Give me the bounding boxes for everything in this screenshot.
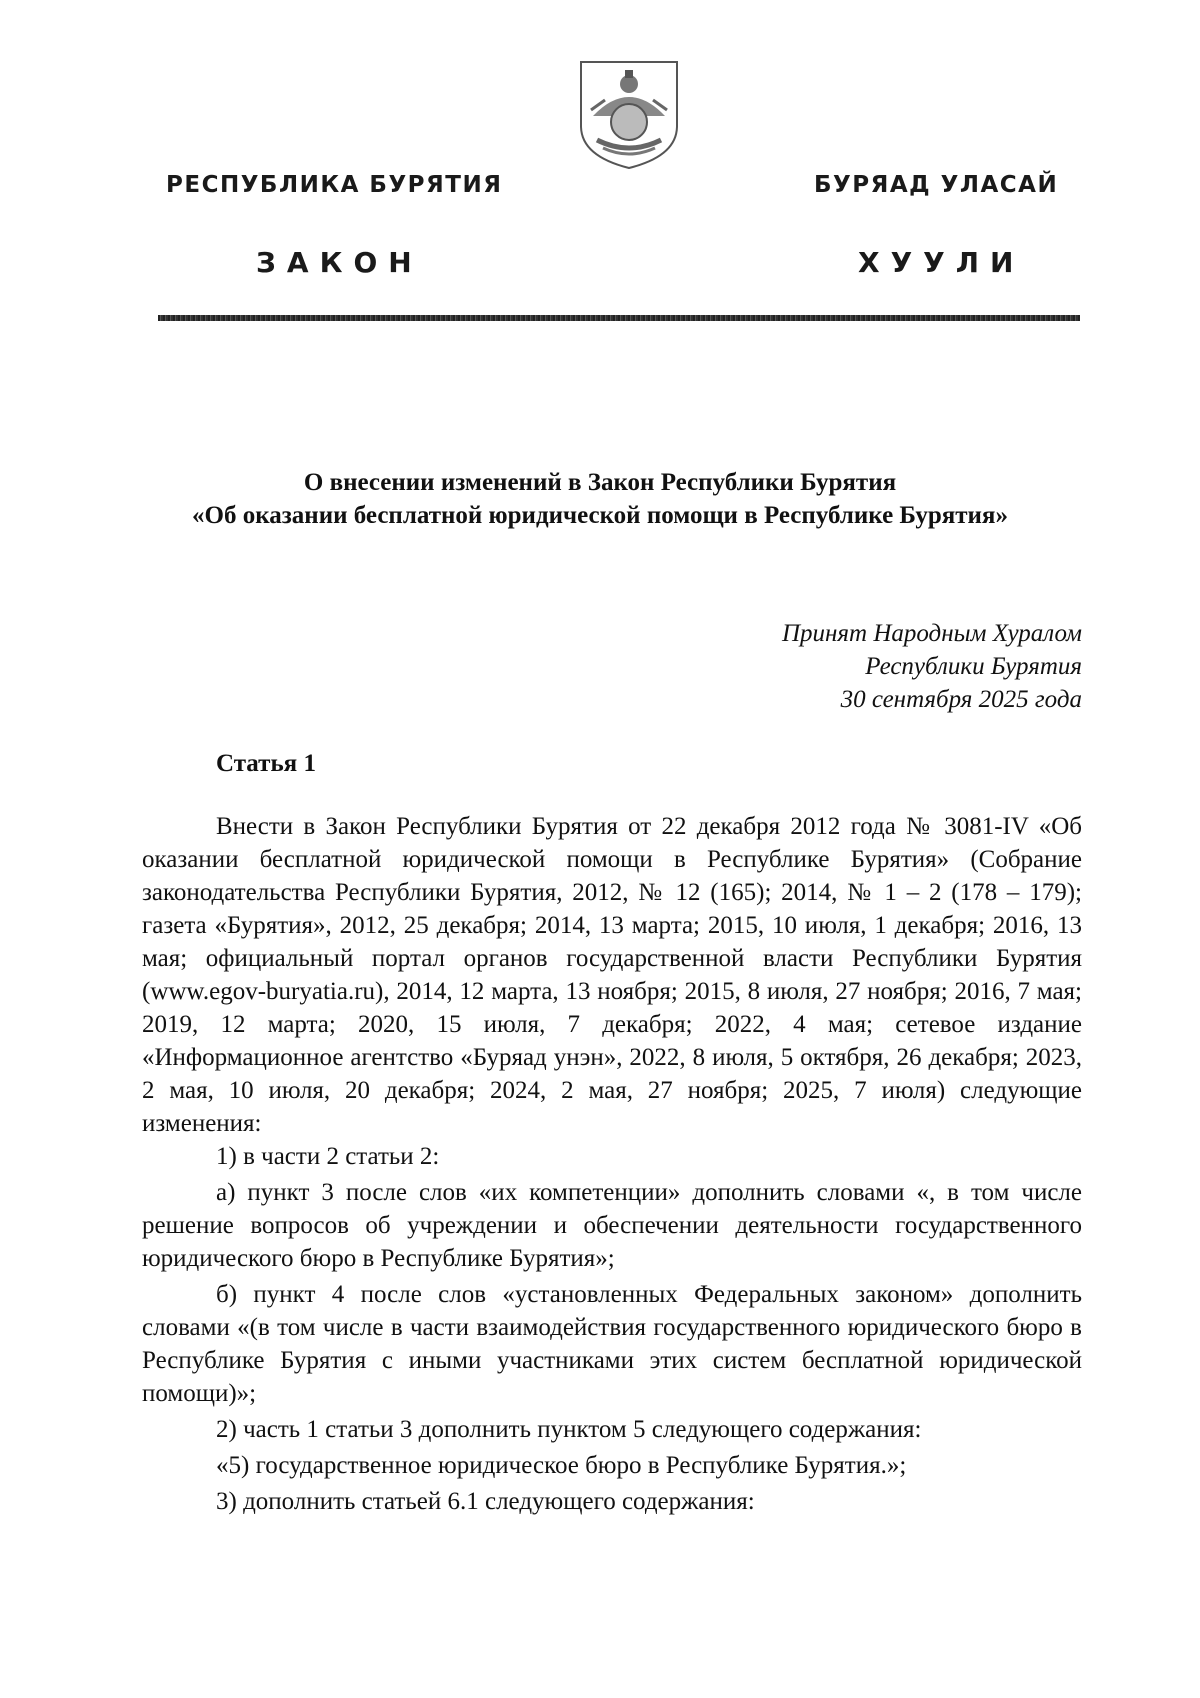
article-paragraph: 1) в части 2 статьи 2: [216,1143,440,1170]
article-paragraph: б) пункт 4 после слов «установленных Федеральных законом» дополнить словами «(в том числе в части взаимодействия государственного юридического бюро в Республике Бурятия с иными участниками этих систем бесплатной юридической помощи)»; [142,1281,1082,1407]
law-title-line: «Об оказании бесплатной юридической помощи в Республике Бурятия» [192,502,1008,529]
adoption-note-line: Республики Бурятия [865,653,1082,680]
header-divider [158,315,1080,321]
article-paragraph: 3) дополнить статьей 6.1 следующего содержания: [216,1488,755,1515]
article-paragraph: «5) государственное юридическое бюро в Республике Бурятия.»; [216,1452,907,1479]
law-title [100,466,1100,532]
adoption-note-line: Принят Народным Хуралом [781,620,1082,647]
coat-of-arms-icon [575,56,683,172]
article-paragraph: а) пункт 3 после слов «их компетенции» дополнить словами «, в том числе решение вопросов об учреждении и обеспечении деятельности государственного юридического бюро в Республике Бурятия»; [142,1179,1082,1272]
law-label-buryat: ХУУЛИ [858,246,1025,279]
republic-name-buryat: БУРЯАД УЛАСАЙ [814,172,1059,198]
law-label-russian: ЗАКОН [256,246,423,279]
article-paragraph: Внести в Закон Республики Бурятия от 22 декабря 2012 года № 3081-IV «Об оказании бесплатной юридической помощи в Республике Бурятия» (Собрание законодательства Республики Бурятия, 2012, № 12 (165); 2014, № 1 – 2 (178 – 179); газета «Бурятия», 2012, 25 декабря; 2014, 13 марта; 2015, 10 июля, 1 декабря; 2016, 13 мая; официальный портал органов государственной власти Республики Бурятия (www.egov-buryatia.ru), 2014, 12 марта, 13 ноября; 2015, 8 июля, 27 ноября; 2016, 7 мая; 2019, 12 марта; 2020, 15 июля, 7 декабря; 2022, 4 мая; сетевое издание «Информационное агентство «Буряад унэн», 2022, 8 июля, 5 октября, 26 декабря; 2023, 2 мая, 10 июля, 20 декабря; 2024, 2 мая, 27 ноября; 2025, 7 июля) следующие изменения: [142,813,1082,1137]
adoption-date: 30 сентября 2025 года [840,686,1082,713]
article-body [142,810,1082,1518]
law-title-line: О внесении изменений в Закон Республики Бурятия [303,469,897,496]
adoption-note [782,617,1082,716]
republic-name-russian: РЕСПУБЛИКА БУРЯТИЯ [166,172,503,198]
article-paragraph: 2) часть 1 статьи 3 дополнить пунктом 5 следующего содержания: [216,1416,922,1443]
article-heading: Статья 1 [216,750,316,777]
